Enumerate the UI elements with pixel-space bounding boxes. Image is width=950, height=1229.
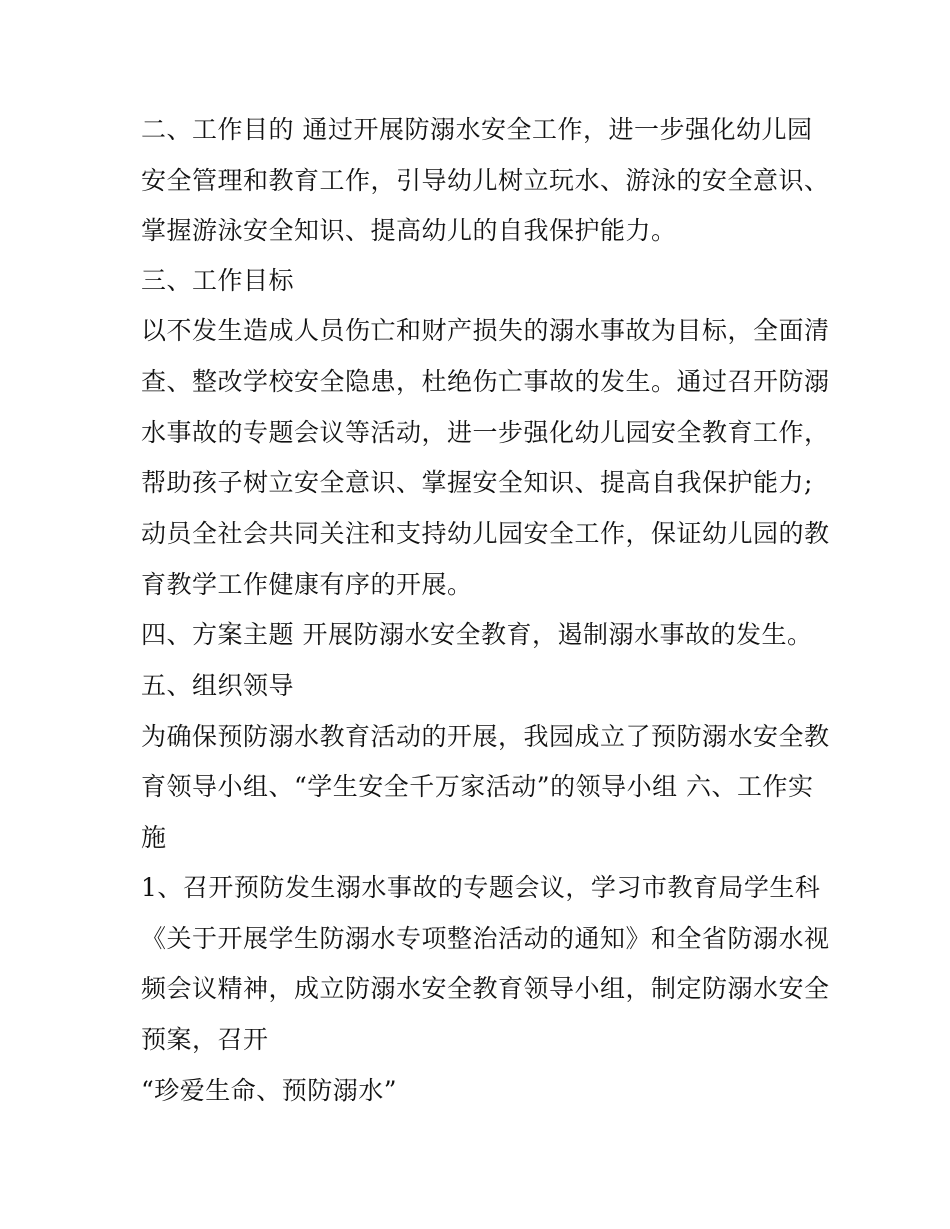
text-line: 以不发生造成人员伤亡和财产损失的溺水事故为目标，全面清 <box>141 316 830 345</box>
text-line: 帮助孩子树立安全意识、掌握安全知识、提高自我保护能力; <box>141 468 813 497</box>
text-line: 施 <box>141 823 167 852</box>
text-line: 育教学工作健康有序的开展。 <box>141 570 473 599</box>
text-line: 育领导小组、“学生安全千万家活动”的领导小组 六、工作实 <box>141 772 814 801</box>
text-line: 二、工作目的 通过开展防溺水安全工作，进一步强化幼儿园 <box>141 115 813 144</box>
text-line: 1、召开预防发生溺水事故的专题会议，学习市教育局学生科 <box>141 873 821 902</box>
section-heading: 四、方案主题 开展防溺水安全教育，遏制溺水事故的发生。 <box>141 620 813 649</box>
text-line: 预案，召开 <box>141 1025 269 1054</box>
section-heading: 三、工作目标 <box>141 266 295 295</box>
text-line: “珍爱生命、预防溺水” <box>141 1076 398 1105</box>
text-line: 为确保预防溺水教育活动的开展，我园成立了预防溺水安全教 <box>141 722 830 751</box>
section-heading: 五、组织领导 <box>141 671 295 700</box>
text-line: 动员全社会共同关注和支持幼儿园安全工作，保证幼儿园的教 <box>141 519 830 548</box>
text-line: 频会议精神，成立防溺水安全教育领导小组，制定防溺水安全 <box>141 974 830 1003</box>
text-line: 查、整改学校安全隐患，杜绝伤亡事故的发生。通过召开防溺 <box>141 367 830 396</box>
text-line: 掌握游泳安全知识、提高幼儿的自我保护能力。 <box>141 216 677 245</box>
text-line: 《关于开展学生防溺水专项整治活动的通知》和全省防溺水视 <box>141 924 830 953</box>
text-line: 水事故的专题会议等活动，进一步强化幼儿园安全教育工作， <box>141 418 830 447</box>
text-line: 安全管理和教育工作，引导幼儿树立玩水、游泳的安全意识、 <box>141 166 830 195</box>
